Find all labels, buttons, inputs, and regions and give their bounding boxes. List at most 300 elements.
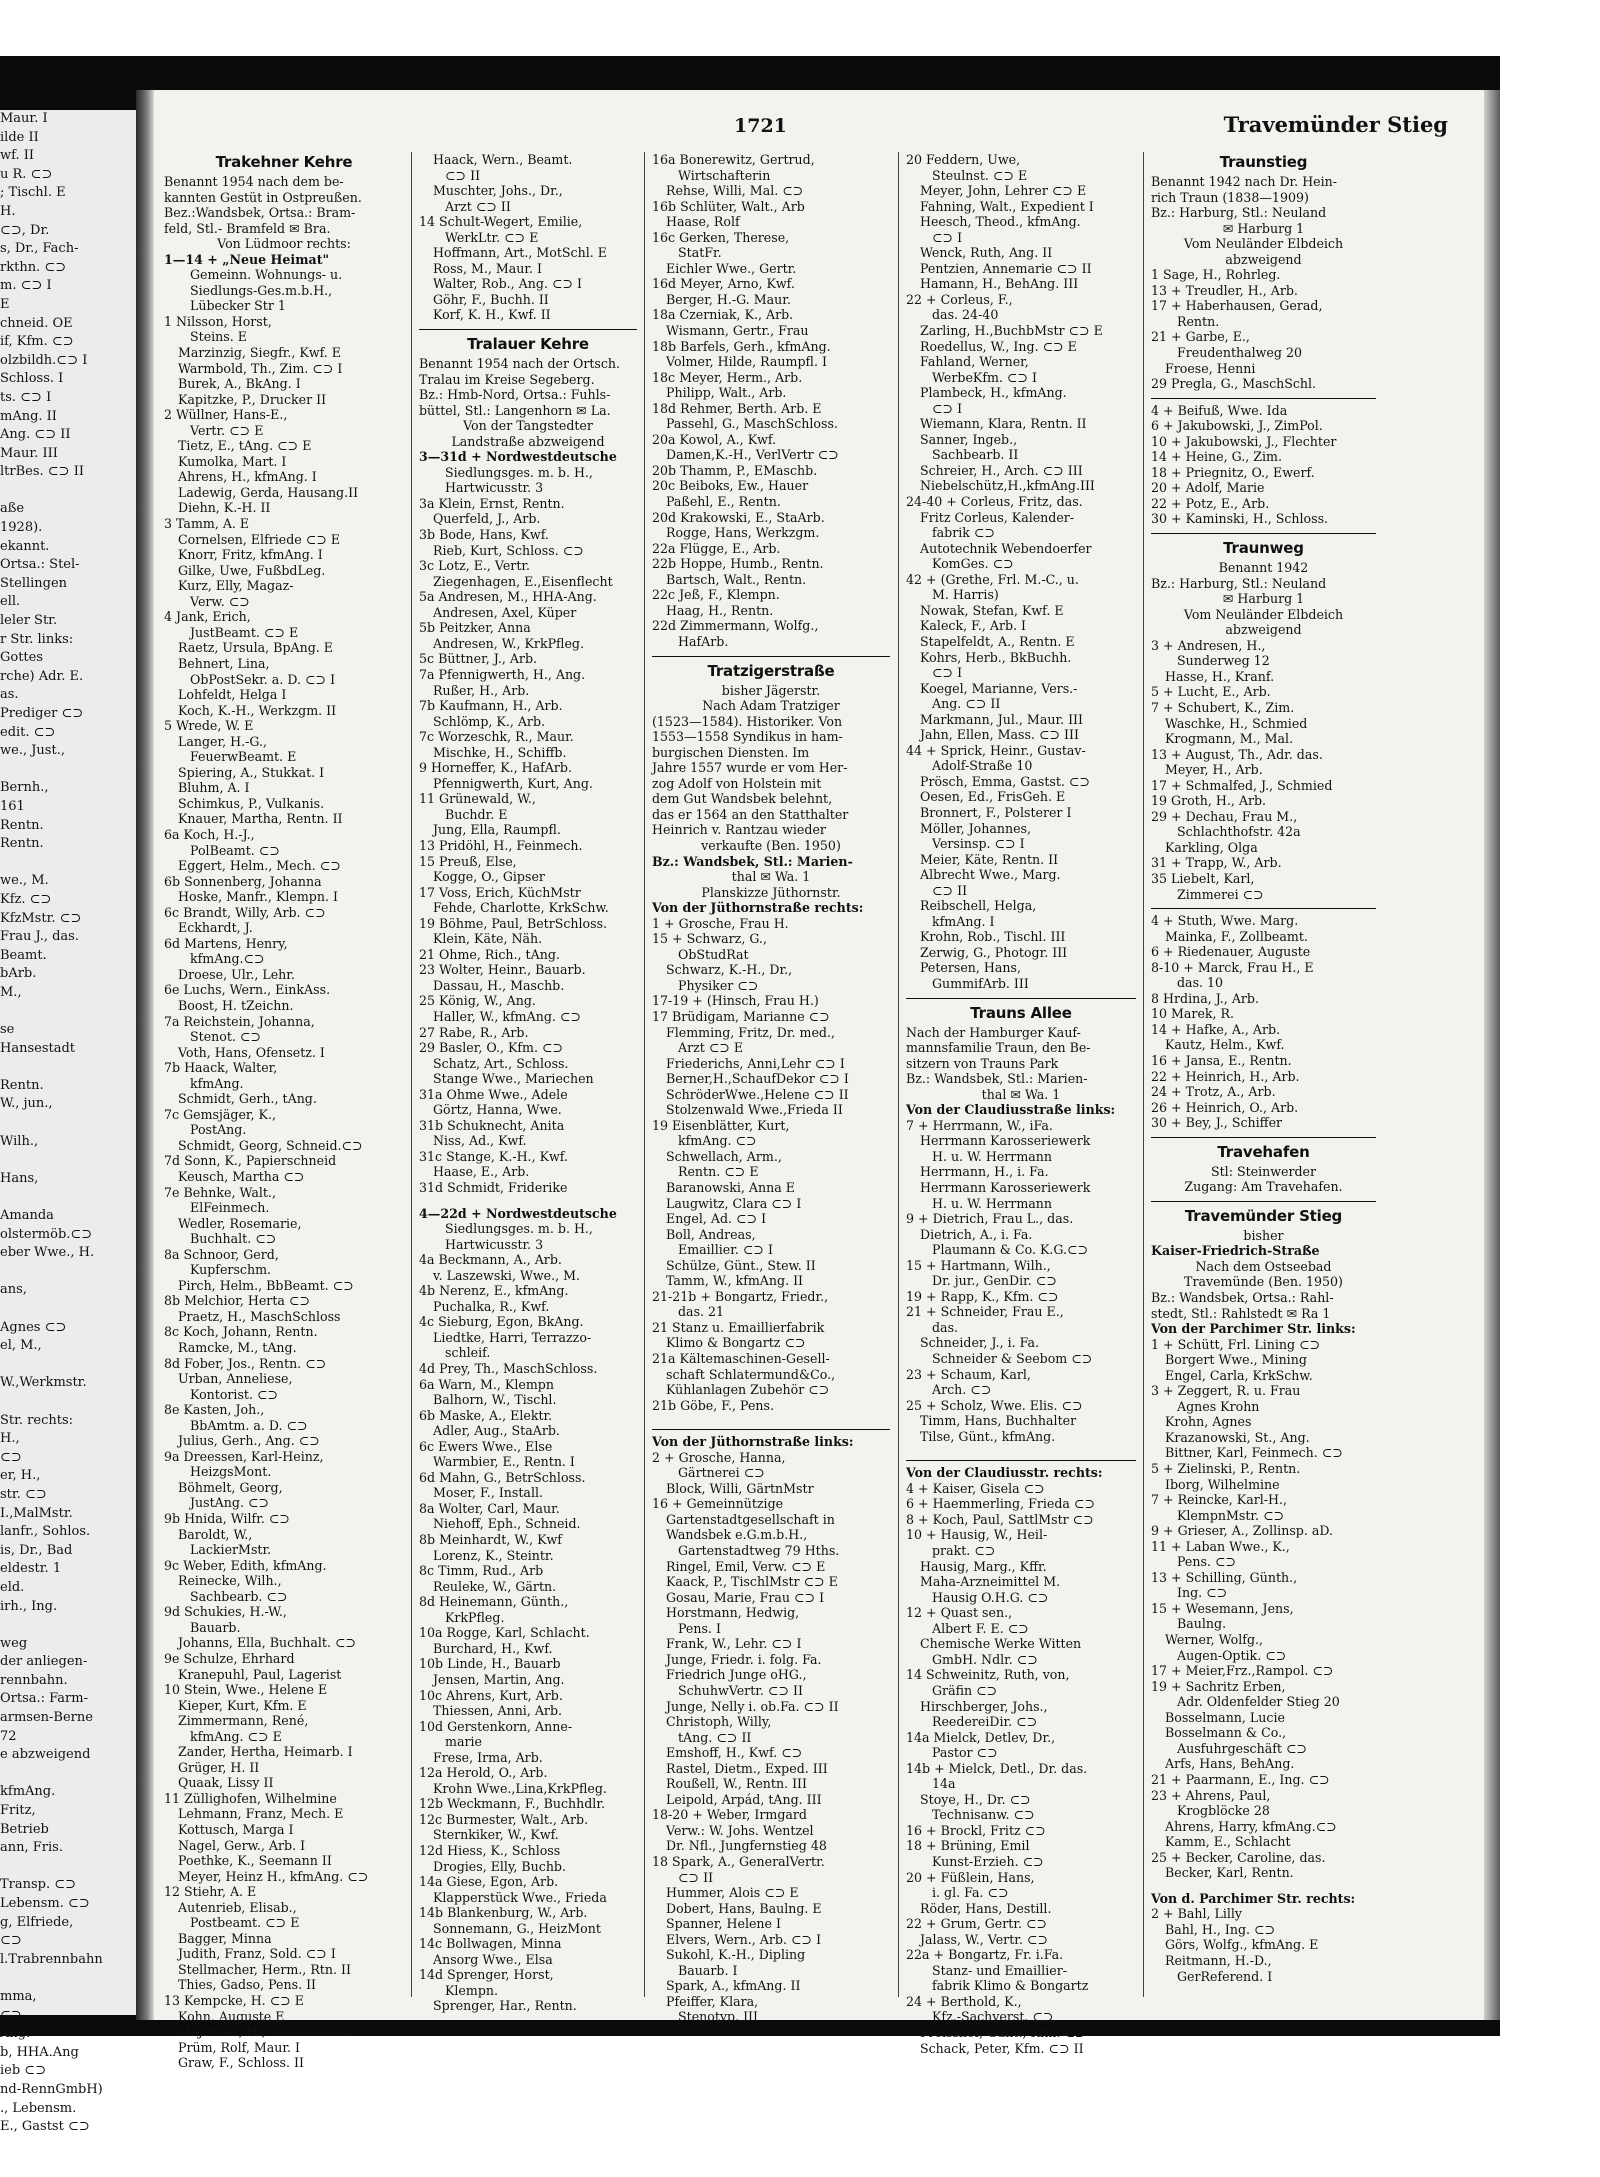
directory-line: Benannt 1954 nach der Ortsch. <box>419 356 621 372</box>
left-page-line: rennbahn. <box>0 1672 68 1688</box>
directory-line: Bosselmann, Lucie <box>1165 1709 1285 1725</box>
directory-line: mannsfamilie Traun, den Be- <box>906 1040 1091 1056</box>
directory-line: 14a Giese, Egon, Arb. <box>419 1874 559 1890</box>
section-divider <box>1151 1201 1376 1202</box>
directory-line: Buchhalt. ⊂⊃ <box>190 1231 277 1247</box>
directory-line: Kunst-Erzieh. ⊂⊃ <box>932 1853 1044 1869</box>
directory-line: 25 + Becker, Caroline, das. <box>1151 1849 1326 1865</box>
directory-line: 3 + Andresen, H., <box>1151 637 1266 653</box>
left-page-line <box>0 1003 136 1022</box>
directory-line: 7c Worzeschk, R., Maur. <box>419 729 574 745</box>
directory-line: Poethke, K., Seemann II <box>178 1853 332 1869</box>
left-page-line: Frau J., das. <box>0 929 79 945</box>
directory-line: marie <box>445 1734 482 1750</box>
directory-line: Autenrieb, Elisab., <box>178 1899 297 1915</box>
left-page-line: eldestr. 1 <box>0 1561 62 1577</box>
directory-line: Paßehl, E., Rentn. <box>666 494 781 510</box>
directory-line: Kottusch, Marga I <box>178 1821 294 1837</box>
directory-line: Andresen, W., KrkPfleg. <box>433 635 584 651</box>
street-heading: Traunweg <box>1223 539 1304 558</box>
section-divider <box>1151 1137 1376 1138</box>
directory-line: 1 + Grosche, Frau H. <box>652 915 789 931</box>
street-heading: Trauns Allee <box>970 1003 1072 1022</box>
directory-line: Fritz Corleus, Kalender- <box>920 509 1075 525</box>
directory-line: Planskizze Jüthornstr. <box>701 884 841 900</box>
directory-line: Wandsbek e.G.m.b.H., <box>666 1527 808 1543</box>
directory-line: Meyer, H., Arb. <box>1165 762 1263 778</box>
directory-line: 29 + Dechau, Frau M., <box>1151 808 1298 824</box>
left-page-line: Stellingen <box>0 575 68 591</box>
directory-line: Tilse, Günt., kfmAng. <box>920 1428 1056 1444</box>
left-page-line: lanfr., Sohlos. <box>0 1524 91 1540</box>
directory-line: 7b Haack, Walter, <box>164 1060 278 1076</box>
directory-line: Stapelfeldt, A., Rentn. E <box>920 633 1075 649</box>
directory-line: Berner,H.,SchaufDekor ⊂⊃ I <box>666 1071 849 1087</box>
directory-line: 14b + Mielck, Detl., Dr. das. <box>906 1760 1088 1776</box>
directory-line: Ing. ⊂⊃ <box>1177 1585 1228 1601</box>
directory-line: Zander, Hertha, Heimarb. I <box>178 1744 353 1760</box>
left-page-line <box>0 1151 136 1170</box>
directory-line: 6e Luchs, Wern., EinkAss. <box>164 982 331 998</box>
directory-line: 14 + Hafke, A., Arb. <box>1151 1021 1281 1037</box>
directory-line: Bauarb. <box>190 1619 241 1635</box>
directory-line: Böhmelt, Georg, <box>178 1479 283 1495</box>
directory-line: Adler, Aug., StaArb. <box>433 1423 560 1439</box>
directory-line: Herrmann Karosseriewerk <box>920 1133 1091 1149</box>
directory-line: Reinecke, Wilh., <box>178 1573 282 1589</box>
directory-line: Bronnert, F., Polsterer I <box>920 804 1072 820</box>
directory-line: 14b Blankenburg, W., Arb. <box>419 1905 588 1921</box>
directory-line: 19 Eisenblätter, Kurt, <box>652 1117 790 1133</box>
directory-line: Marzinzig, Siegfr., Kwf. E <box>178 345 342 361</box>
directory-line: Kaleck, F., Arb. I <box>920 618 1027 634</box>
section-divider <box>1151 398 1376 399</box>
directory-line: Engel, Ad. ⊂⊃ I <box>666 1211 767 1227</box>
directory-line: Pentzien, Annemarie ⊂⊃ II <box>920 260 1092 276</box>
directory-line: 29 Pregla, G., MaschSchl. <box>1151 376 1317 392</box>
left-page-line: Rentn. <box>0 1077 44 1093</box>
left-page-line: ⊂⊃, Dr. <box>0 222 50 238</box>
directory-line: 23 + Ahrens, Paul, <box>1151 1787 1271 1803</box>
left-page-line <box>0 761 136 780</box>
directory-line: 14 + Heine, G., Zim. <box>1151 449 1282 465</box>
directory-line: Iborg, Wilhelmine <box>1165 1476 1280 1492</box>
directory-line: Niss, Ad., Kwf. <box>433 1133 527 1149</box>
directory-line: Hartwicusstr. 3 <box>445 1236 544 1252</box>
directory-line: Laugwitz, Clara ⊂⊃ I <box>666 1195 802 1211</box>
directory-line: 3b Bode, Hans, Kwf. <box>419 527 549 543</box>
directory-line: Muschter, Johs., Dr., <box>433 183 563 199</box>
directory-line: Froese, Henni <box>1165 360 1256 376</box>
directory-line: Stellmacher, Herm., Rtn. II <box>178 1961 351 1977</box>
left-page-line: Kfz. ⊂⊃ <box>0 891 52 907</box>
left-page-line: 161 <box>0 798 25 814</box>
left-page-line: ; Tischl. E <box>0 185 66 201</box>
directory-line: 9 Horneffer, K., HafArb. <box>419 760 572 776</box>
directory-line: H. u. W. Herrmann <box>932 1195 1053 1211</box>
directory-line: 17-19 + (Hinsch, Frau H.) <box>652 993 819 1009</box>
left-page-line: ilde II <box>0 129 39 145</box>
directory-line: 8a Wolter, Carl, Maur. <box>419 1500 560 1516</box>
directory-line: 22a Flügge, E., Arb. <box>652 540 781 556</box>
directory-line: Stenot. ⊂⊃ <box>190 1029 262 1045</box>
left-page-line: Lebensm. ⊂⊃ <box>0 1896 90 1911</box>
column-rule <box>644 152 645 1997</box>
directory-line: SchuhwVertr. ⊂⊃ II <box>678 1682 803 1698</box>
left-page-line: er, H., <box>0 1468 41 1484</box>
directory-line: 31c Stange, K.-H., Kwf. <box>419 1148 568 1164</box>
directory-line: Christoph, Willy, <box>666 1714 772 1730</box>
directory-line: Pfennigwerth, Kurt, Ang. <box>433 775 593 791</box>
directory-line: i. gl. Fa. ⊂⊃ <box>932 1885 1009 1901</box>
directory-line: Sonnemann, G., HeizMont <box>433 1920 601 1936</box>
directory-line: Bz.: Hmb-Nord, Ortsa.: Fuhls- <box>419 387 611 403</box>
directory-line: Engel, Carla, KrkSchw. <box>1165 1367 1313 1383</box>
directory-line: Kogge, O., Gipser <box>433 869 545 885</box>
directory-line: 6d Mahn, G., BetrSchloss. <box>419 1469 586 1485</box>
directory-line: 20 Feddern, Uwe, <box>906 152 1021 167</box>
directory-line: Nowak, Stefan, Kwf. E <box>920 602 1064 618</box>
directory-line: Verw. ⊂⊃ <box>190 593 250 609</box>
directory-line: Fahland, Werner, <box>920 354 1029 370</box>
left-page-line: W.,Werkmstr. <box>0 1375 87 1391</box>
directory-line: Meier, Käte, Rentn. II <box>920 851 1059 867</box>
directory-line: bisher Jägerstr. <box>721 682 821 698</box>
directory-line: 31 + Trapp, W., Arb. <box>1151 855 1282 871</box>
left-page-line: H. <box>0 203 16 219</box>
directory-line: Rentn. <box>1177 313 1220 329</box>
directory-line: 13 + August, Th., Adr. das. <box>1151 746 1323 762</box>
directory-line: 5 Wrede, W. E <box>164 718 254 734</box>
directory-line: Ziegenhagen, E.,Eisenflecht <box>433 573 613 589</box>
directory-line: Rentn. ⊂⊃ E <box>678 1164 759 1180</box>
directory-line: KrkPfleg. <box>445 1609 505 1625</box>
directory-line: Leipold, Arpád, tAng. III <box>666 1791 822 1807</box>
directory-line: 4 + Kaiser, Gisela ⊂⊃ <box>906 1480 1045 1496</box>
directory-line: Burchard, H., Kwf. <box>433 1640 553 1656</box>
left-page-line: we., Just., <box>0 743 65 759</box>
directory-line: Dassau, H., Maschb. <box>433 977 565 993</box>
directory-line: Jensen, Martin, Ang. <box>433 1671 565 1687</box>
directory-line: Niebelschütz,H.,kfmAng.III <box>920 478 1095 494</box>
directory-line: Balhorn, W., Tischl. <box>433 1392 557 1408</box>
directory-line: 8d Fober, Jos., Rentn. ⊂⊃ <box>164 1355 327 1371</box>
directory-line: 10b Linde, H., Bauarb <box>419 1656 561 1672</box>
directory-line: Hausig, Marg., Kffr. <box>920 1558 1047 1574</box>
left-page-line: Bernh., <box>0 780 49 796</box>
column-3 <box>652 152 890 2025</box>
section-divider <box>652 656 890 657</box>
left-page-line: Fritz, <box>0 1803 36 1819</box>
directory-line: 8d Heinemann, Günth., <box>419 1594 569 1610</box>
directory-line: ✉ Harburg 1 <box>1222 220 1305 236</box>
directory-line: Wiemann, Klara, Rentn. II <box>920 416 1087 432</box>
directory-line: Praetz, H., MaschSchloss <box>178 1308 341 1324</box>
left-page-line: ., Lebensm. <box>0 2100 77 2116</box>
directory-line: HeizgsMont. <box>190 1464 272 1480</box>
directory-line: 12a Herold, O., Arb. <box>419 1765 548 1781</box>
running-title: Travemünder Stieg <box>1223 112 1448 137</box>
directory-line: Spark, A., kfmAng. II <box>666 1978 801 1994</box>
directory-line: Keusch, Martha ⊂⊃ <box>178 1169 305 1184</box>
section-divider <box>906 1460 1136 1461</box>
directory-line: Von der Claudiusstr. rechts: <box>906 1465 1103 1481</box>
directory-line: Junge, Friedr. i. folg. Fa. <box>666 1651 822 1667</box>
directory-line: Damen,K.-H., VerlVertr ⊂⊃ <box>666 447 839 463</box>
directory-line: Lehmann, Franz, Mech. E <box>178 1806 344 1822</box>
directory-line: 14d Sprenger, Horst, <box>419 1967 554 1983</box>
directory-line: 42 + (Grethe, Frl. M.-C., u. <box>906 571 1079 587</box>
directory-line: Flemming, Fritz, Dr. med., <box>666 1024 836 1040</box>
left-page-line: Ang. ⊂⊃ II <box>0 427 71 443</box>
directory-line: feld, Stl.- Bramfeld ✉ Bra. <box>164 220 331 236</box>
directory-line: Pens. ⊂⊃ <box>1177 1554 1237 1570</box>
directory-line: 16c Gerken, Therese, <box>652 229 790 245</box>
directory-line: Sachbearb. II <box>932 447 1019 463</box>
left-page-line: irh., Ing. <box>0 1598 58 1614</box>
directory-line: 7a Pfennigwerth, H., Ang. <box>419 666 586 682</box>
street-heading: Tratzigerstraße <box>707 661 835 680</box>
directory-line: ✉ Harburg 1 <box>1222 591 1305 607</box>
left-page-line <box>0 1393 136 1412</box>
directory-line: Pens. I <box>678 1620 721 1636</box>
directory-line: Behnert, Lina, <box>178 655 270 671</box>
directory-line: Boost, H. tZeichn. <box>178 997 294 1013</box>
directory-line: 7d Sonn, K., Papierschneid <box>164 1153 337 1169</box>
directory-line: Prösch, Emma, Gastst. ⊂⊃ <box>920 773 1091 789</box>
directory-line: Bluhm, A. I <box>178 780 250 796</box>
directory-line: Borgert Wwe., Mining <box>1165 1352 1307 1368</box>
page-edge <box>1484 90 1500 2020</box>
directory-line: Lohfeldt, Helga I <box>178 687 287 703</box>
left-page-line: is, Dr., Bad <box>0 1542 73 1558</box>
directory-line: 7 + Herrmann, W., iFa. <box>906 1117 1053 1133</box>
directory-line: Kurz, Elly, Magaz- <box>178 578 294 594</box>
directory-line: Werner, Wolfg., <box>1165 1632 1264 1648</box>
directory-line: 20d Krakowski, E., StaArb. <box>652 509 825 525</box>
directory-line: Markmann, Jul., Maur. III <box>920 711 1084 727</box>
left-page-line <box>0 1300 136 1319</box>
left-page-line: Maur. III <box>0 445 58 461</box>
directory-line: Kaiser-Friedrich-Straße <box>1151 1243 1320 1259</box>
directory-line: Stanz- und Emaillier- <box>932 1962 1067 1978</box>
directory-line: 21 + Schneider, Frau E., <box>906 1304 1064 1320</box>
directory-line: Verw.: W. Johs. Wentzel <box>666 1822 814 1838</box>
directory-line: Ahrens, Harry, kfmAng.⊂⊃ <box>1165 1818 1337 1834</box>
directory-line: Diehn, K.-H. II <box>178 500 271 516</box>
directory-line: Kühlanlagen Zubehör ⊂⊃ <box>666 1382 830 1398</box>
directory-line: 8b Meinhardt, W., Kwf <box>419 1532 562 1548</box>
directory-line: 7 + Reincke, Karl-H., <box>1151 1492 1287 1508</box>
directory-line: Horstmann, Hedwig, <box>666 1605 800 1621</box>
left-page-line <box>0 1858 136 1877</box>
directory-line: Möller, Johannes, <box>920 820 1032 836</box>
directory-line: Wenck, Ruth, Ang. II <box>920 245 1053 261</box>
left-page-line: ieb ⊂⊃ <box>0 2063 47 2079</box>
directory-line: kfmAng. ⊂⊃ E <box>190 1728 282 1744</box>
directory-line: 10 Stein, Wwe., Helene E <box>164 1682 328 1698</box>
directory-line: Haase, Rolf <box>666 214 740 230</box>
directory-line: 24 + Trotz, A., Arb. <box>1151 1084 1276 1100</box>
directory-line: 26 + Heinrich, O., Arb. <box>1151 1099 1299 1115</box>
section-divider <box>1151 533 1376 534</box>
directory-line: 22 + Grum, Gertr. ⊂⊃ <box>906 1916 1048 1932</box>
left-page-line: Rentn. <box>0 836 44 852</box>
directory-line: Krohn, Rob., Tischl. III <box>920 929 1066 945</box>
directory-line: 9 + Dietrich, Frau L., das. <box>906 1211 1074 1227</box>
directory-line: 1 + Schütt, Frl. Lining ⊂⊃ <box>1151 1336 1321 1352</box>
directory-line: SchröderWwe.,Helene ⊂⊃ II <box>666 1086 849 1102</box>
directory-line: Schlachthofstr. 42a <box>1177 824 1301 840</box>
directory-line: Rieb, Kurt, Schloss. ⊂⊃ <box>433 542 584 558</box>
directory-line: Frank, W., Lehr. ⊂⊃ I <box>666 1636 802 1652</box>
directory-line: Reuleke, W., Gärtn. <box>433 1578 557 1594</box>
directory-line: Drogies, Elly, Buchb. <box>433 1858 567 1874</box>
directory-line: 9a Dreessen, Karl-Heinz, <box>164 1448 324 1464</box>
left-page-line: Beamt. <box>0 947 47 963</box>
directory-line: ObPostSekr. a. D. ⊂⊃ I <box>190 671 336 687</box>
directory-line: Eichler Wwe., Gertr. <box>666 260 797 276</box>
directory-line: Baulng. <box>1177 1616 1227 1632</box>
directory-line: 19 + Sachritz Erben, <box>1151 1678 1286 1694</box>
left-page-line: r Str. links: <box>0 631 74 647</box>
directory-line: 16 + Brockl, Fritz ⊂⊃ <box>906 1822 1046 1838</box>
directory-line: 30 + Bey, J., Schiffer <box>1151 1115 1283 1131</box>
directory-line: Hausig O.H.G. ⊂⊃ <box>932 1589 1049 1605</box>
left-page-line <box>0 1188 136 1207</box>
directory-line: Raetz, Ursula, BpAng. E <box>178 640 333 656</box>
directory-line: das. 21 <box>678 1304 725 1320</box>
left-page-line <box>0 1356 136 1375</box>
directory-line: Dr. jur., GenDir. ⊂⊃ <box>932 1273 1057 1289</box>
directory-line: 18d Rehmer, Berth. Arb. E <box>652 400 822 416</box>
left-page-line: KfzMstr. ⊂⊃ <box>0 910 82 926</box>
directory-line: Sukohl, K.-H., Dipling <box>666 1947 806 1963</box>
directory-line: Meyer, Heinz H., kfmAng. ⊂⊃ <box>178 1868 369 1884</box>
directory-line: 11 Grünewald, W., <box>419 791 536 807</box>
directory-line: schleif. <box>445 1345 491 1361</box>
directory-line: Postbeamt. ⊂⊃ E <box>190 1915 300 1931</box>
left-page-line: ekannt. <box>0 538 50 554</box>
directory-line: Roedellus, W., Ing. ⊂⊃ E <box>920 338 1077 354</box>
left-page-line: mAng. II <box>0 408 57 424</box>
directory-line: GmbH. Ndlr. ⊂⊃ <box>932 1651 1038 1667</box>
left-page-line: e abzweigend <box>0 1747 91 1763</box>
directory-line: 3c Lotz, E., Vertr. <box>419 558 531 574</box>
left-page-line: bArb. <box>0 966 37 982</box>
directory-line: Philipp, Walt., Arb. <box>666 385 787 401</box>
directory-line: 3 + Zeggert, R. u. Frau <box>1151 1383 1301 1399</box>
directory-line: Sachbearb. ⊂⊃ <box>190 1588 288 1604</box>
directory-line: Autotechnik Webendoerfer <box>920 540 1092 556</box>
directory-line: 20b Thamm, P., EMaschb. <box>652 462 818 478</box>
directory-line: 21 + Paarmann, E., Ing. ⊂⊃ <box>1151 1771 1330 1787</box>
directory-line: 10 + Hausig, W., Heil- <box>906 1527 1048 1543</box>
directory-line: fabrik Klimo & Bongartz <box>932 1978 1089 1994</box>
street-heading: Trakehner Kehre <box>215 153 353 171</box>
directory-line: Heinrich v. Rantzau wieder <box>652 822 826 838</box>
directory-line: Schülze, Günt., Stew. II <box>666 1257 816 1273</box>
directory-line: Stenotyp. III <box>678 2009 759 2025</box>
directory-line: Vertr. ⊂⊃ E <box>190 422 264 438</box>
directory-line: Jahn, Ellen, Mass. ⊂⊃ III <box>920 727 1079 743</box>
directory-line: Kranepuhl, Paul, Lagerist <box>178 1666 342 1682</box>
street-heading: Travehafen <box>1217 1142 1310 1161</box>
directory-line: 23 Wolter, Heinr., Bauarb. <box>419 962 586 978</box>
directory-line: Steulnst. ⊂⊃ E <box>932 167 1028 183</box>
left-page-line: Rentn. <box>0 817 44 833</box>
directory-line: Krogmann, M., Mal. <box>1165 731 1294 747</box>
directory-line: Haller, W., kfmAng. ⊂⊃ <box>433 1008 582 1024</box>
directory-line: 13 + Schilling, Günth., <box>1151 1569 1298 1585</box>
directory-line: Kamm, E., Schlacht <box>1165 1834 1291 1850</box>
directory-line: Volmer, Hilde, Raumpfl. I <box>666 354 827 370</box>
directory-line: ⊂⊃ I <box>932 229 963 245</box>
directory-line: Vom Neuländer Elbdeich <box>1183 236 1344 252</box>
directory-line: 35 Liebelt, Karl, <box>1151 870 1255 886</box>
directory-line: tAng. ⊂⊃ II <box>678 1729 752 1745</box>
directory-line: Koegel, Marianne, Vers.- <box>920 680 1078 696</box>
directory-line: Schneider & Seebom ⊂⊃ <box>932 1351 1093 1367</box>
directory-line: Schatz, Art., Schloss. <box>433 1055 569 1071</box>
directory-line: 6b Maske, A., Elektr. <box>419 1407 553 1423</box>
spacer <box>1151 1881 1376 1891</box>
left-page-line <box>0 1969 136 1988</box>
directory-line: Wedler, Rosemarie, <box>178 1215 302 1231</box>
directory-line: 14c Bollwagen, Minna <box>419 1936 562 1952</box>
directory-line: 8c Koch, Johann, Rentn. <box>164 1324 318 1340</box>
directory-line: Kohn, Auguste E <box>178 2008 285 2024</box>
directory-line: Klempn. <box>445 1982 499 1998</box>
directory-line: 6c Ewers Wwe., Else <box>419 1438 553 1454</box>
directory-line: 14 Schweinitz, Ruth, von, <box>906 1667 1070 1683</box>
directory-line: Bez.:Wandsbek, Ortsa.: Bram- <box>164 205 356 221</box>
street-heading: Traunstieg <box>1219 153 1308 171</box>
directory-line: Siedlungsges. m. b. H., <box>445 464 593 480</box>
directory-line: Krohn Wwe.,Lina,KrkPfleg. <box>433 1780 607 1796</box>
directory-line: 14 Schult-Wegert, Emilie, <box>419 214 583 230</box>
directory-line: 5 + Zielinski, P., Rentn. <box>1151 1461 1301 1477</box>
directory-line: Arzt ⊂⊃ II <box>445 198 511 214</box>
directory-line: Klimo & Bongartz ⊂⊃ <box>666 1335 806 1351</box>
directory-line: 19 Groth, H., Arb. <box>1151 793 1267 809</box>
directory-line: Friederichs, Anni,Lehr ⊂⊃ I <box>666 1055 845 1071</box>
directory-line: 2 + Bahl, Lilly <box>1151 1906 1243 1922</box>
directory-line: KlempnMstr. ⊂⊃ <box>1177 1507 1285 1523</box>
directory-line: Ansorg Wwe., Elsa <box>433 1951 553 1967</box>
left-page-line: E <box>0 296 10 312</box>
left-page-line: Agnes ⊂⊃ <box>0 1319 67 1335</box>
directory-line: 18c Meyer, Herm., Arb. <box>652 369 803 385</box>
directory-line: zog Adolf von Holstein mit <box>652 775 822 791</box>
directory-line: Benannt 1954 nach dem be- <box>164 174 344 189</box>
directory-line: Andresen, Axel, Küper <box>433 604 577 620</box>
directory-line: Lübecker Str 1 <box>190 298 286 314</box>
directory-line: Hamann, H., BehAng. III <box>920 276 1079 292</box>
directory-line: Augen-Optik. ⊂⊃ <box>1177 1647 1287 1663</box>
directory-line: Versinsp. ⊂⊃ I <box>932 836 1025 852</box>
left-page-line: ell. <box>0 594 21 610</box>
directory-line: 10 + Jakubowski, J., Flechter <box>1151 433 1337 449</box>
directory-line: JustBeamt. ⊂⊃ E <box>190 624 299 640</box>
left-page-line: ⊂⊃ <box>0 1449 22 1465</box>
directory-line: Nach der Hamburger Kauf- <box>906 1024 1081 1040</box>
left-page-line: nd-RennGmbH) <box>0 2081 103 2097</box>
directory-line: JustAng. ⊂⊃ <box>190 1495 270 1511</box>
directory-line: Pirch, Helm., BbBeamt. ⊂⊃ <box>178 1277 354 1293</box>
directory-line: Emaillier. ⊂⊃ I <box>678 1242 773 1258</box>
directory-line: Gilke, Uwe, FußbdLeg. <box>178 562 326 578</box>
